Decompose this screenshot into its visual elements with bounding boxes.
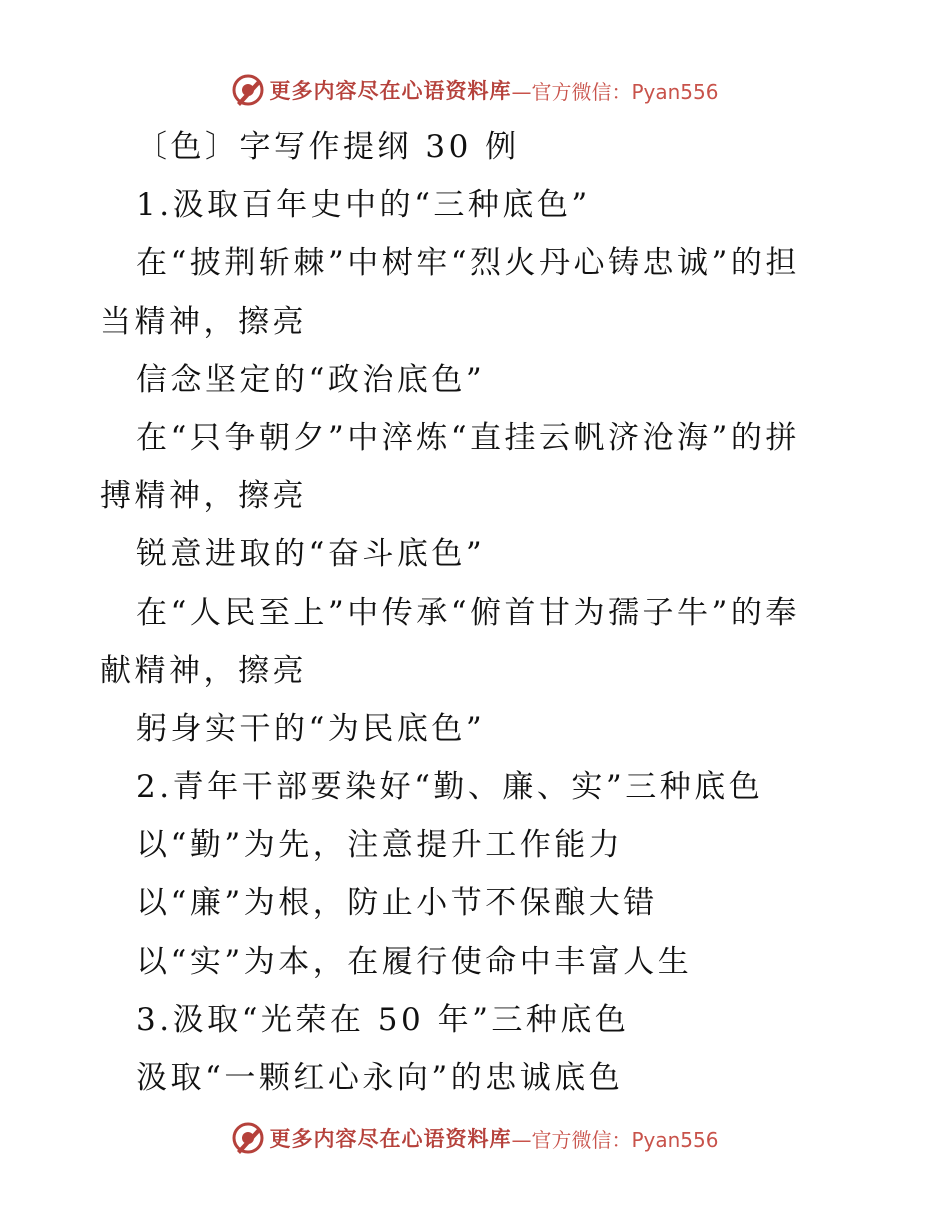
text-line: 在“人民至上”中传承“俯首甘为孺子牛”的奉 (136, 594, 800, 631)
banner-wechat-text: —官方微信：Pyan556 (511, 1127, 719, 1152)
text-line: 以“廉”为根，防止小节不保酿大错 (136, 885, 658, 922)
text-line: 在“披荆斩棘”中树牢“烈火丹心铸忠诚”的担 (136, 245, 800, 282)
pen-logo-icon (231, 1121, 265, 1155)
text-line: 搏精神，擦亮 (100, 478, 307, 515)
text-line: 2.青年干部要染好“勤、廉、实”三种底色 (136, 769, 764, 806)
banner-wechat-text: —官方微信：Pyan556 (511, 79, 719, 104)
text-line: 当精神，擦亮 (100, 303, 307, 340)
text-line: 以“实”为本，在履行使命中丰富人生 (136, 943, 693, 980)
text-line: 在“只争朝夕”中淬炼“直挂云帆济沧海”的拼 (136, 419, 800, 456)
document-body (100, 118, 860, 1107)
text-line: 锐意进取的“奋斗底色” (136, 536, 486, 573)
text-line: 献精神，擦亮 (100, 652, 307, 689)
text-line: 3.汲取“光荣在 50 年”三种底色 (136, 1001, 630, 1038)
footer-banner (0, 1118, 950, 1158)
header-banner (0, 70, 950, 110)
text-line: 信念坚定的“政治底色” (136, 361, 486, 398)
pen-logo-icon (231, 73, 265, 107)
text-line: 以“勤”为先，注意提升工作能力 (136, 827, 624, 864)
text-line: 汲取“一颗红心永向”的忠诚底色 (136, 1060, 624, 1096)
text-line: 〔色〕字写作提纲 30 例 (136, 129, 520, 165)
banner-main-text: 更多内容尽在心语资料库 (269, 1126, 512, 1151)
banner-main-text: 更多内容尽在心语资料库 (269, 78, 512, 103)
text-line: 1.汲取百年史中的“三种底色” (136, 187, 591, 224)
text-line: 躬身实干的“为民底色” (136, 710, 486, 747)
